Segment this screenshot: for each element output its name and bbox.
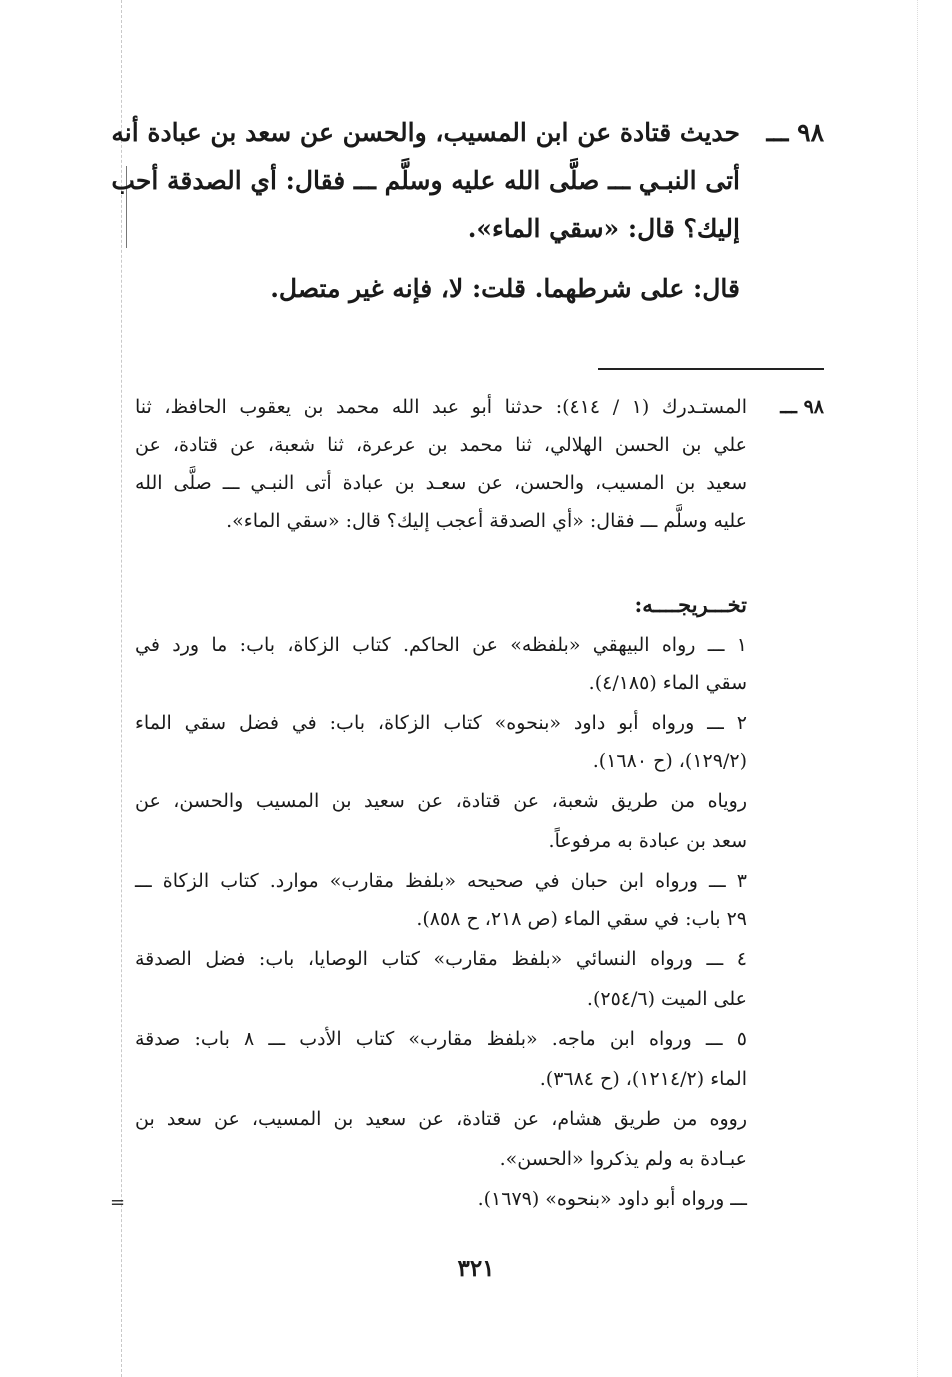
takhrij-line: رووه من طريق هشام، عن قتادة، عن سعيد بن المسيب، عن سعد بن	[135, 1108, 747, 1130]
takhrij-line: ٢٩ باب: في سقي الماء (ص ٢١٨، ح ٨٥٨).	[416, 908, 747, 930]
takhrij-line: ـــ ورواه أبو داود «بنحوه» (١٦٧٩).	[477, 1188, 747, 1210]
main-line: حديث قتادة عن ابن المسيب، والحسن عن سعد بن عبادة أنه	[111, 118, 740, 147]
takhrij-line: روياه من طريق شعبة، عن قتادة، عن سعيد بن المسيب والحسن، عن	[135, 790, 747, 812]
source-line: سعيد بن المسيب، والحسن، عن سعـد بن عبادة أتى النبـي ـــ صلَّى الله	[135, 472, 747, 494]
takhrij-line: ١ ـــ رواه البيهقي «بلفظه» عن الحاكم. كتاب الزكاة، باب: ما ورد في	[135, 634, 747, 656]
takhrij-line: (١٢٩/٢)، (ح ١٦٨٠).	[592, 750, 747, 772]
source-line: عليه وسلَّم ـــ فقال: «أي الصدقة أعجب إليك؟ قال: «سقي الماء».	[226, 510, 747, 532]
page-number: ٣٢١	[457, 1255, 495, 1282]
source-line: علي بن الحسن الهلالي، ثنا محمد بن عرعرة، ثنا شعبة، عن قتادة، عن	[135, 434, 747, 456]
main-line: إليك؟ قال: «سقي الماء».	[467, 214, 740, 243]
source-line: المستـدرك (١ / ٤١٤): حدثنا أبو عبد الله محمد بن يعقوب الحافظ، ثنا	[135, 396, 747, 418]
takhrij-line: ٤ ـــ ورواه النسائي «بلفظ مقارب» كتاب الوصايا، باب: فضل الصدقة	[135, 948, 747, 970]
margin-continuation-mark: =	[110, 1192, 126, 1213]
source-number: ٩٨ ـــ	[780, 396, 824, 418]
takhrij-line: ٢ ـــ ورواه أبو داود «بنحوه» كتاب الزكاة، باب: في فضل سقي الماء	[135, 712, 747, 734]
scan-edge-left	[121, 0, 122, 1377]
takhrij-line: ٣ ـــ ورواه ابن حبان في صحيحه «بلفظ مقارب» موارد. كتاب الزكاة ـــ	[135, 870, 747, 892]
takhrij-heading: تخـــريجــــه:	[634, 592, 747, 617]
entry-number: ٩٨ ـــ	[766, 118, 824, 147]
takhrij-line: سعد بن عبادة به مرفوعاً.	[548, 830, 747, 852]
takhrij-line: على الميت (٢٥٤/٦).	[586, 988, 747, 1010]
footnote-separator	[598, 368, 824, 370]
main-line: قال: على شرطهما. قلت: لا، فإنه غير متصل.	[270, 274, 740, 303]
takhrij-line: الماء (١٢١٤/٢)، (ح ٣٦٨٤).	[539, 1068, 747, 1090]
takhrij-line: عبـادة به ولم يذكروا «الحسن».	[499, 1148, 747, 1170]
takhrij-line: سقي الماء (٤/١٨٥).	[588, 672, 747, 694]
main-line: أتى النبـي ـــ صلَّى الله عليه وسلَّم ـــ فقال: أي الصدقة أحب	[111, 166, 740, 195]
takhrij-line: ٥ ـــ ورواه ابن ماجه. «بلفظ مقارب» كتاب الأدب ـــ ٨ باب: صدقة	[135, 1028, 747, 1050]
scan-edge-right	[917, 0, 918, 1377]
